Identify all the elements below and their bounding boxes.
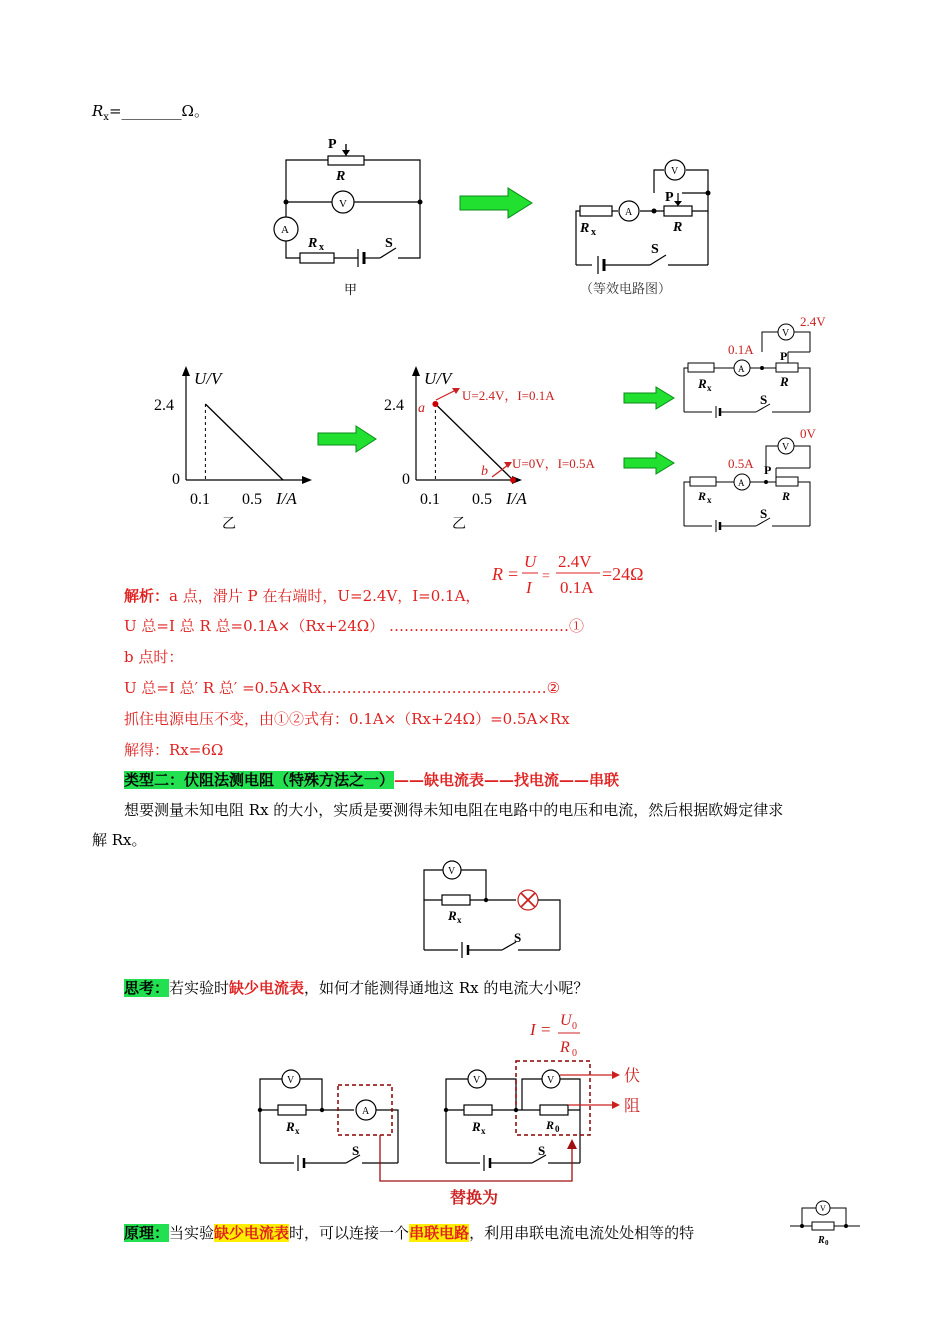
svg-text:U=2.4V，I=0.1A: U=2.4V，I=0.1A [462, 388, 555, 403]
formula-den-sub: 0 [572, 1048, 577, 1059]
graph-right [380, 362, 630, 532]
ammeter-letter: A [738, 364, 745, 374]
svg-text:2.4V: 2.4V [800, 314, 826, 329]
svg-text:V: V [287, 1075, 295, 1086]
svg-text:U/V: U/V [194, 369, 222, 388]
svg-text:=: = [542, 569, 550, 584]
svg-text:V: V [448, 866, 456, 877]
analysis-line-4: U 总=I 总′ R 总′ =0.5A×Rx………………………………………② [124, 679, 561, 697]
svg-text:R: R [560, 1039, 570, 1056]
principle-line: 原理：当实验缺少电流表时，可以连接一个串联电路，利用串联电流电流处处相等的特 [124, 1224, 695, 1242]
svg-text:R: R [818, 1235, 825, 1246]
svg-text:2.4: 2.4 [154, 397, 174, 414]
svg-text:R: R [580, 221, 590, 236]
svg-text:0V: 0V [800, 428, 816, 441]
arrow-right-icon [458, 186, 534, 220]
svg-text:V: V [473, 1075, 481, 1086]
svg-text:R: R [698, 489, 707, 503]
circuit-jia [268, 132, 428, 300]
voltmeter-letter: V [782, 442, 790, 453]
svg-text:I: I [526, 578, 532, 597]
svg-text:伏: 伏 [624, 1068, 641, 1085]
svg-text:R: R [472, 1119, 481, 1134]
x-tick-1: 0.1 [420, 491, 440, 508]
series-line [435, 404, 513, 480]
svg-text:S: S [760, 506, 768, 521]
svg-text:U: U [560, 1012, 572, 1029]
svg-text:0: 0 [555, 1124, 560, 1134]
svg-text:I/A: I/A [506, 489, 527, 508]
svg-text:乙: 乙 [222, 517, 236, 532]
svg-text:I/A: I/A [276, 489, 297, 508]
svg-text:0.1A: 0.1A [728, 342, 754, 357]
rx-blank-line: $R_x=\_\_\_\_\_\_\_\_\Omega$。 [92, 102, 209, 123]
svg-text:A: A [281, 224, 289, 236]
svg-text:R: R [780, 374, 789, 389]
svg-text:S: S [514, 930, 522, 945]
svg-text:0.1A: 0.1A [560, 578, 594, 597]
think-line: 思考：若实验时缺少电流表，如何才能测得通地这 Rx 的电流大小呢？ [124, 979, 589, 997]
svg-text:2.4V: 2.4V [558, 552, 592, 571]
svg-text:0.5A: 0.5A [728, 456, 754, 471]
x-tick-2: 0.5 [472, 491, 492, 508]
voltmeter-resistor-icon [790, 1196, 860, 1248]
svg-text:U=0V，I=0.5A: U=0V，I=0.5A [512, 456, 595, 471]
svg-text:V: V [820, 1204, 826, 1213]
paragraph-line-1: 想要测量未知电阻 Rx 的大小，实质是要测得未知电阻在电路中的电压和电流，然后根据欧姆定律求 [124, 801, 784, 819]
arrow-right-icon [316, 424, 378, 454]
svg-text:R: R [492, 564, 503, 584]
svg-text:R: R [698, 376, 707, 391]
svg-text:x: x [591, 227, 596, 238]
voltmeter-letter: V [782, 328, 790, 339]
ammeter-letter: A [738, 478, 745, 488]
svg-text:0: 0 [572, 1021, 577, 1032]
svg-text:P: P [764, 463, 772, 477]
x-tick-2: 0.5 [242, 491, 262, 508]
svg-text:2.4: 2.4 [384, 397, 404, 414]
svg-text:U: U [524, 552, 537, 571]
circuit-small-top [676, 312, 836, 420]
svg-text:x: x [707, 383, 712, 393]
svg-text:S: S [352, 1143, 360, 1158]
circuit-equivalent [562, 155, 712, 303]
svg-text:R: R [546, 1118, 555, 1132]
circuit-replacement [250, 1005, 670, 1215]
svg-text:b: b [481, 464, 488, 479]
svg-text:S: S [538, 1143, 546, 1158]
svg-text:S: S [760, 392, 768, 407]
svg-text:P: P [780, 349, 788, 363]
svg-text:0: 0 [825, 1239, 829, 1247]
svg-text:P: P [328, 137, 337, 152]
analysis-line-3: b 点时： [124, 648, 184, 666]
svg-text:U/V: U/V [424, 369, 452, 388]
svg-text:R: R [673, 220, 683, 235]
svg-text:替换为: 替换为 [450, 1190, 499, 1207]
graph-left [150, 362, 320, 532]
arrow-right-icon [622, 450, 676, 476]
svg-text:V: V [547, 1075, 555, 1086]
x-tick-1: 0.1 [190, 491, 210, 508]
svg-text:V: V [339, 198, 347, 210]
svg-text:x: x [481, 1126, 486, 1136]
analysis-line-6: 解得：Rx=6Ω [124, 741, 224, 759]
point-b [510, 477, 516, 483]
svg-text:0: 0 [402, 471, 410, 488]
svg-text:（等效电路图）: （等效电路图） [580, 281, 672, 296]
svg-text:=24Ω: =24Ω [602, 564, 644, 584]
analysis-line-5: 抓住电源电压不变，由①②式有：0.1A×（Rx+24Ω）=0.5A×Rx [124, 710, 570, 728]
section-heading: 类型二：伏阻法测电阻（特殊方法之一）——缺电流表——找电流——串联 [124, 771, 620, 789]
svg-text:R: R [286, 1119, 295, 1134]
svg-text:P: P [665, 190, 674, 205]
ohm-formula [488, 548, 668, 600]
svg-text:R: R [308, 236, 318, 251]
svg-text:x: x [319, 242, 324, 253]
svg-text:甲: 甲 [344, 282, 358, 297]
svg-text:V: V [671, 166, 679, 177]
svg-text:x: x [295, 1126, 300, 1136]
arrow-right-icon [622, 385, 676, 411]
svg-text:R: R [448, 908, 457, 923]
svg-text:乙: 乙 [452, 517, 466, 532]
svg-text:0: 0 [172, 471, 180, 488]
svg-text:A: A [362, 1106, 370, 1117]
svg-text:I =: I = [530, 1020, 552, 1039]
analysis-line-1: 解析：a 点，滑片 P 在右端时，U=2.4V，I=0.1A， [124, 587, 481, 605]
circuit-small-bottom [676, 428, 836, 534]
svg-text:A: A [625, 207, 633, 218]
svg-text:x: x [457, 915, 462, 925]
circuit-missing-ammeter [416, 856, 566, 964]
paragraph-line-2: 解 Rx。 [92, 831, 147, 849]
svg-text:=: = [508, 564, 519, 584]
svg-text:阻: 阻 [624, 1098, 641, 1115]
point-a [432, 401, 438, 407]
svg-text:a: a [418, 401, 425, 416]
svg-text:S: S [385, 236, 393, 251]
svg-text:S: S [651, 242, 659, 257]
svg-text:R: R [782, 489, 791, 503]
analysis-line-2: U 总=I 总 R 总=0.1A×（Rx+24Ω） ………………………………① [124, 617, 584, 635]
svg-text:R: R [336, 169, 346, 184]
series-line [205, 404, 283, 480]
svg-text:x: x [707, 495, 712, 505]
